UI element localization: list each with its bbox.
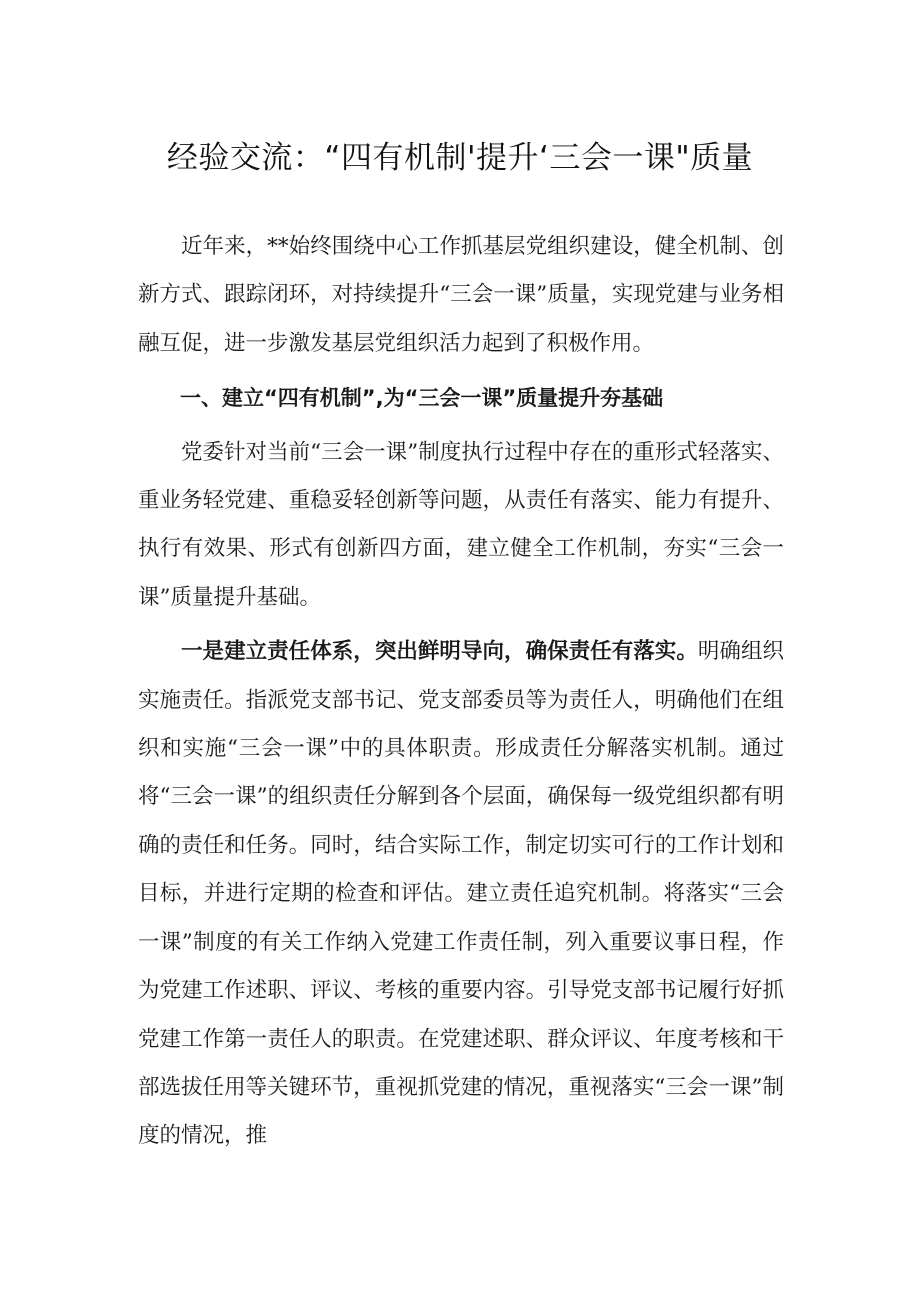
point-lead: 一是建立责任体系，突出鲜明导向，确保责任有落实。 (181, 639, 698, 665)
intro-paragraph: 近年来，**始终围绕中心工作抓基层党组织建设，健全机制、创新方式、跟踪闭环，对持续提升“三会一课”质量，实现党建与业务相融互促，进一步激发基层党组织活力起到了积极作用。 (138, 234, 784, 356)
section-heading: 一、建立“四有机制”,为“三会一课”质量提升夯基础 (180, 386, 664, 411)
point-body: 明确组织实施责任。指派党支部书记、党支部委员等为责任人，明确他们在组织和实施“三会一课”中的具体职责。形成责任分解落实机制。通过将“三会一课”的组织责任分解到各个层面，确保每一级党组织都有明确的责任和任务。同时，结合实际工作，制定切实可行的工作计划和目标，并进行定期的检查和评估。建立责任追究机制。将落实“三会一课”制度的有关工作纳入党建工作责任制，列入重要议事日程，作为党建工作述职、评议、考核的重要内容。引导党支部书记履行好抓党建工作第一责任人的职责。在党建述职、群众评议、年度考核和干部选拔任用等关键环节，重视抓党建的情况，重视落实“三会一课”制度的情况，推 (138, 639, 784, 1149)
point-paragraph (138, 628, 784, 1160)
document-title: 经验交流：“四有机制'提升‘三会一课"质量 (166, 140, 754, 176)
document-body (138, 223, 784, 1161)
section-paragraph: 党委针对当前“三会一课”制度执行过程中存在的重形式轻落实、重业务轻党建、重稳妥轻创新等问题，从责任有落实、能力有提升、执行有效果、形式有创新四方面，建立健全工作机制，夯实“三会一课”质量提升基础。 (138, 439, 784, 610)
